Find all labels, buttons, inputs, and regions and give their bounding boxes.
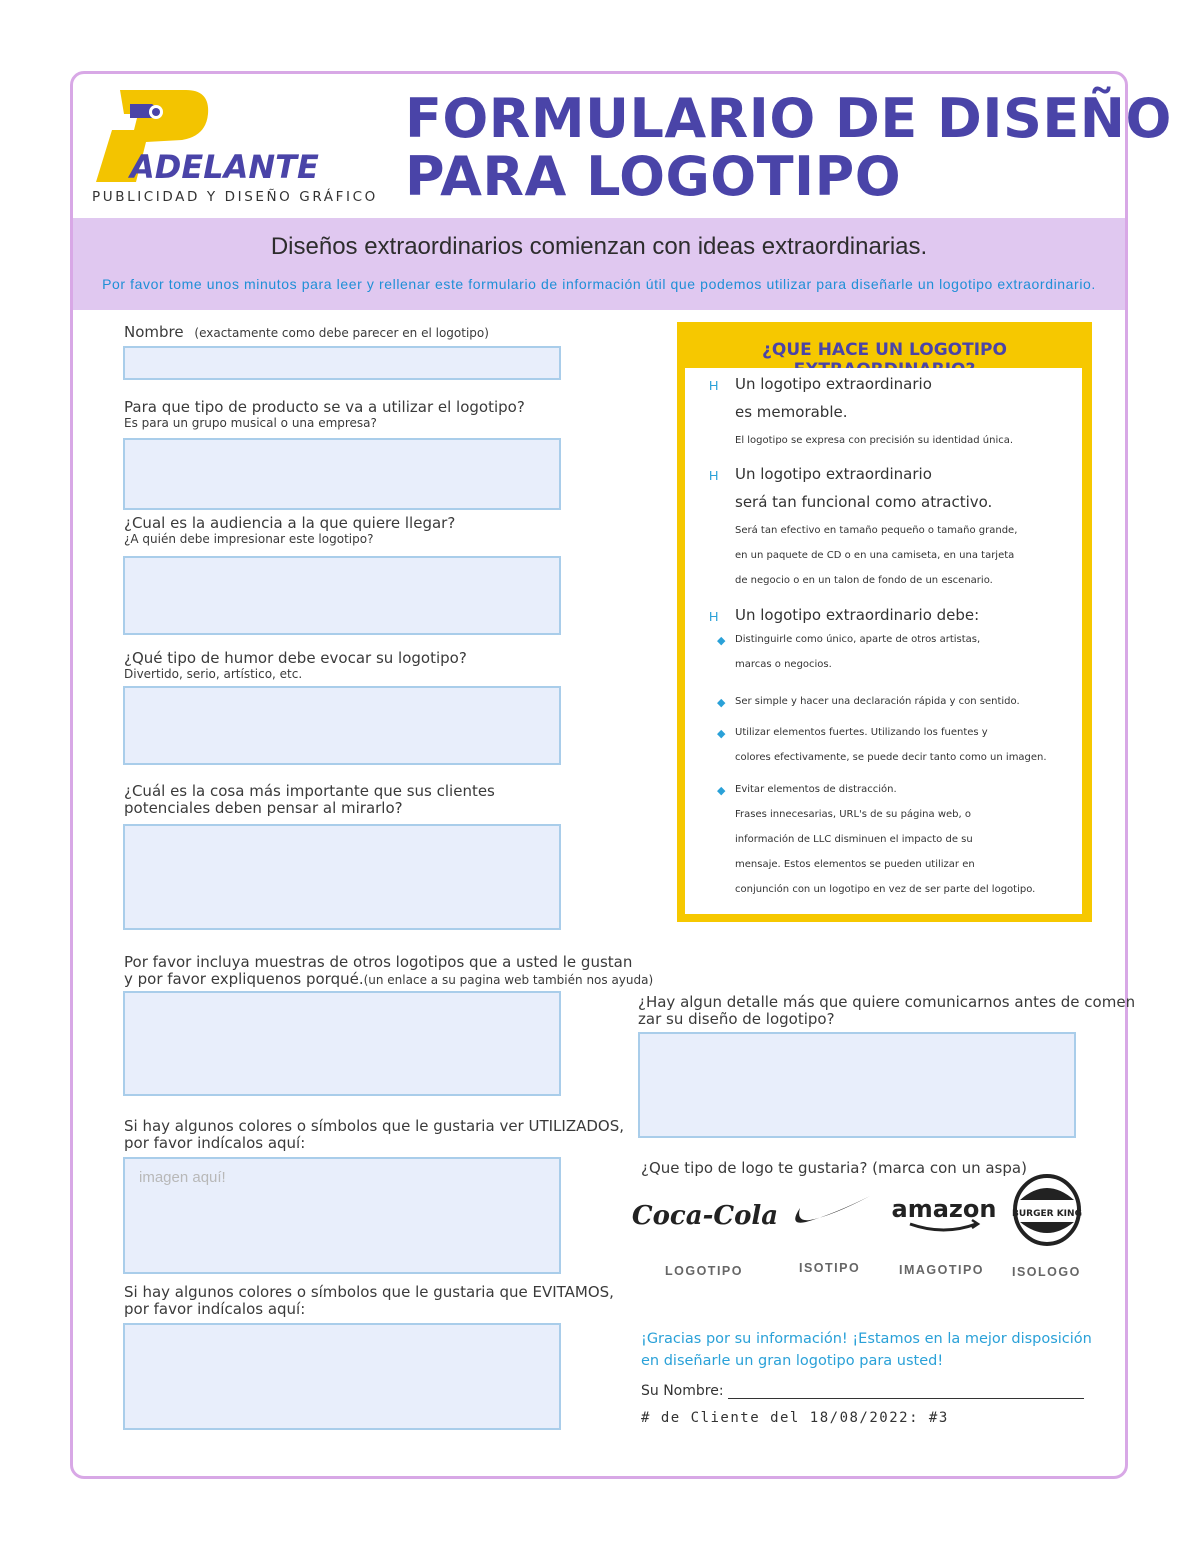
svg-text:Coca-Cola: Coca-Cola: [631, 1201, 779, 1231]
question-logo-type: ¿Que tipo de logo te gustaria? (marca con un aspa): [641, 1159, 1027, 1177]
question-detail-line-1: ¿Hay algun detalle más que quiere comunicarnos antes de comen: [638, 993, 1136, 1011]
tip-2-marker: H: [709, 468, 719, 483]
brand-tagline: PUBLICIDAD Y DISEÑO GRÁFICO: [92, 189, 378, 205]
samples-field[interactable]: [123, 991, 561, 1096]
coca-cola-logo-icon: [631, 1192, 779, 1238]
title-line-2: PARA LOGOTIPO: [405, 145, 902, 208]
bullet-2-icon: ◆: [717, 697, 726, 709]
client-number: # de Cliente del 18/08/2022: #3: [641, 1410, 949, 1426]
tip-2-line-2: será tan funcional como atractivo.: [735, 493, 993, 511]
tips-panel-body: [685, 368, 1082, 914]
amazon-logo-icon: [888, 1190, 1000, 1236]
tip-3-marker: H: [709, 609, 719, 624]
use-colors-placeholder: imagen aquí!: [139, 1169, 226, 1186]
question-samples-line-2: y por favor expliquenos porqué.: [124, 970, 364, 988]
tip-2-detail-line-2: en un paquete de CD o en una camiseta, en una tarjeta: [735, 550, 1015, 561]
bullet-4-line-4: mensaje. Estos elementos se pueden utilizar en: [735, 859, 975, 870]
bullet-3: [735, 720, 1047, 770]
question-avoid-colors: [124, 1284, 614, 1318]
tips-panel: [677, 322, 1092, 922]
tip-1-line-2: es memorable.: [735, 403, 848, 421]
bullet-4-line-2: Frases innecesarias, URL's de su página web, o: [735, 809, 971, 820]
question-samples: [124, 954, 653, 988]
logo-choice-imagotipo[interactable]: [888, 1190, 1000, 1236]
tip-2-detail: [735, 518, 1017, 593]
tip-1-line-1: Un logotipo extraordinario: [735, 375, 932, 393]
thanks-message: ¡Gracias por su información! ¡Estamos en la mejor disposición en diseñarle un gran logotipo para usted!: [641, 1331, 1092, 1369]
adelante-logo: [90, 84, 360, 188]
bullet-1-icon: ◆: [717, 635, 726, 647]
question-detail: [638, 994, 1135, 1028]
tip-2-detail-line-1: Será tan efectivo en tamaño pequeño o tamaño grande,: [735, 525, 1018, 536]
question-mood-label: ¿Qué tipo de humor debe evocar su logotipo?: [124, 649, 467, 667]
question-avoid-line-2: por favor indícalos aquí:: [124, 1300, 306, 1318]
bullet-4: [735, 777, 1035, 902]
tips-panel-title: ¿QUE HACE UN LOGOTIPO: [762, 340, 1007, 360]
question-important: [124, 783, 495, 817]
question-audience-hint: ¿A quién debe impresionar este logotipo?: [124, 532, 374, 546]
svg-text:ADELANTE: ADELANTE: [130, 148, 319, 186]
avoid-colors-field[interactable]: [123, 1323, 561, 1430]
question-product-hint: Es para un grupo musical o una empresa?: [124, 416, 377, 430]
product-field[interactable]: [123, 438, 561, 510]
tip-1-detail: El logotipo se expresa con precisión su identidad única.: [735, 435, 1014, 446]
question-name-hint: (exactamente como debe parecer en el logotipo): [194, 326, 489, 340]
use-colors-field[interactable]: [123, 1157, 561, 1274]
logo-caption-logotipo: LOGOTIPO: [665, 1264, 743, 1278]
tip-3-line-1: Un logotipo extraordinario debe:: [735, 606, 980, 624]
bullet-4-icon: ◆: [717, 785, 726, 797]
band-subtitle: Por favor tome unos minutos para leer y rellenar este formulario de información útil que podemos utilizar para diseñarle un logotipo extraordinario.: [102, 276, 1096, 292]
bullet-1-line-1: Distinguirle como único, aparte de otros artistas,: [735, 634, 981, 645]
question-audience: [124, 515, 455, 547]
bullet-4-line-3: información de LLC disminuen el impacto de su: [735, 834, 973, 845]
page-title: [405, 87, 1172, 208]
adelante-logo-mark-icon: [90, 84, 360, 188]
question-product: [124, 399, 525, 431]
question-audience-label: ¿Cual es la audiencia a la que quiere llegar?: [124, 514, 456, 532]
question-use-colors: [124, 1118, 624, 1152]
question-use-line-1: Si hay algunos colores o símbolos que le gustaria ver UTILIZADOS,: [124, 1117, 625, 1135]
intro-band: [73, 218, 1125, 310]
bullet-3-line-1: Utilizar elementos fuertes. Utilizando los fuentes y: [735, 727, 988, 738]
question-samples-line-1: Por favor incluya muestras de otros logotipos que a usted le gustan: [124, 953, 633, 971]
question-name: [124, 324, 489, 341]
logo-choice-isologo[interactable]: [1012, 1174, 1082, 1246]
question-important-line-1: ¿Cuál es la cosa más importante que sus clientes: [124, 782, 495, 800]
bullet-1: [735, 627, 980, 677]
question-mood-hint: Divertido, serio, artístico, etc.: [124, 667, 303, 681]
bullet-4-line-5: conjunción con un logotipo en vez de ser parte del logotipo.: [735, 884, 1036, 895]
bullet-4-line-1: Evitar elementos de distracción.: [735, 784, 897, 795]
tip-2: [735, 460, 992, 516]
question-samples-hint: (un enlace a su pagina web también nos ayuda): [363, 973, 654, 987]
burger-king-logo-icon: [1012, 1174, 1082, 1246]
tip-1: [735, 370, 932, 426]
question-use-line-2: por favor indícalos aquí:: [124, 1134, 306, 1152]
detail-field[interactable]: [638, 1032, 1076, 1138]
important-field[interactable]: [123, 824, 561, 930]
bullet-1-line-2: marcas o negocios.: [735, 659, 832, 670]
name-field[interactable]: [123, 346, 561, 380]
signature-line[interactable]: [728, 1398, 1084, 1399]
tip-1-marker: H: [709, 378, 719, 393]
nike-swoosh-icon: [786, 1192, 872, 1232]
tip-2-line-1: Un logotipo extraordinario: [735, 465, 932, 483]
mood-field[interactable]: [123, 686, 561, 765]
tip-2-detail-line-3: de negocio o en un talon de fondo de un escenario.: [735, 575, 993, 586]
title-line-1: FORMULARIO DE DISEÑO: [405, 87, 1172, 150]
question-detail-line-2: zar su diseño de logotipo?: [638, 1010, 835, 1028]
logo-choice-logotipo[interactable]: [631, 1192, 779, 1238]
band-title: Diseños extraordinarios comienzan con ideas extraordinarias.: [270, 233, 928, 260]
bullet-3-icon: ◆: [717, 728, 726, 740]
question-important-line-2: potenciales deben pensar al mirarlo?: [124, 799, 403, 817]
bullet-2: Ser simple y hacer una declaración rápida y con sentido.: [735, 696, 1020, 707]
question-mood: [124, 650, 467, 682]
logo-caption-isologo: ISOLOGO: [1012, 1265, 1081, 1279]
svg-text:BURGER KING: BURGER KING: [1012, 1209, 1082, 1219]
bullet-3-line-2: colores efectivamente, se puede decir tanto como un imagen.: [735, 752, 1047, 763]
audience-field[interactable]: [123, 556, 561, 635]
logo-caption-imagotipo: IMAGOTIPO: [899, 1263, 985, 1277]
signature-label: Su Nombre:: [641, 1383, 724, 1399]
question-name-label: Nombre: [124, 323, 184, 341]
logo-choice-isotipo[interactable]: [786, 1192, 872, 1232]
question-avoid-line-1: Si hay algunos colores o símbolos que le gustaria que EVITAMOS,: [124, 1283, 614, 1301]
question-product-label: Para que tipo de producto se va a utilizar el logotipo?: [124, 398, 525, 416]
svg-text:amazon: amazon: [891, 1195, 997, 1223]
logo-caption-isotipo: ISOTIPO: [799, 1261, 861, 1275]
